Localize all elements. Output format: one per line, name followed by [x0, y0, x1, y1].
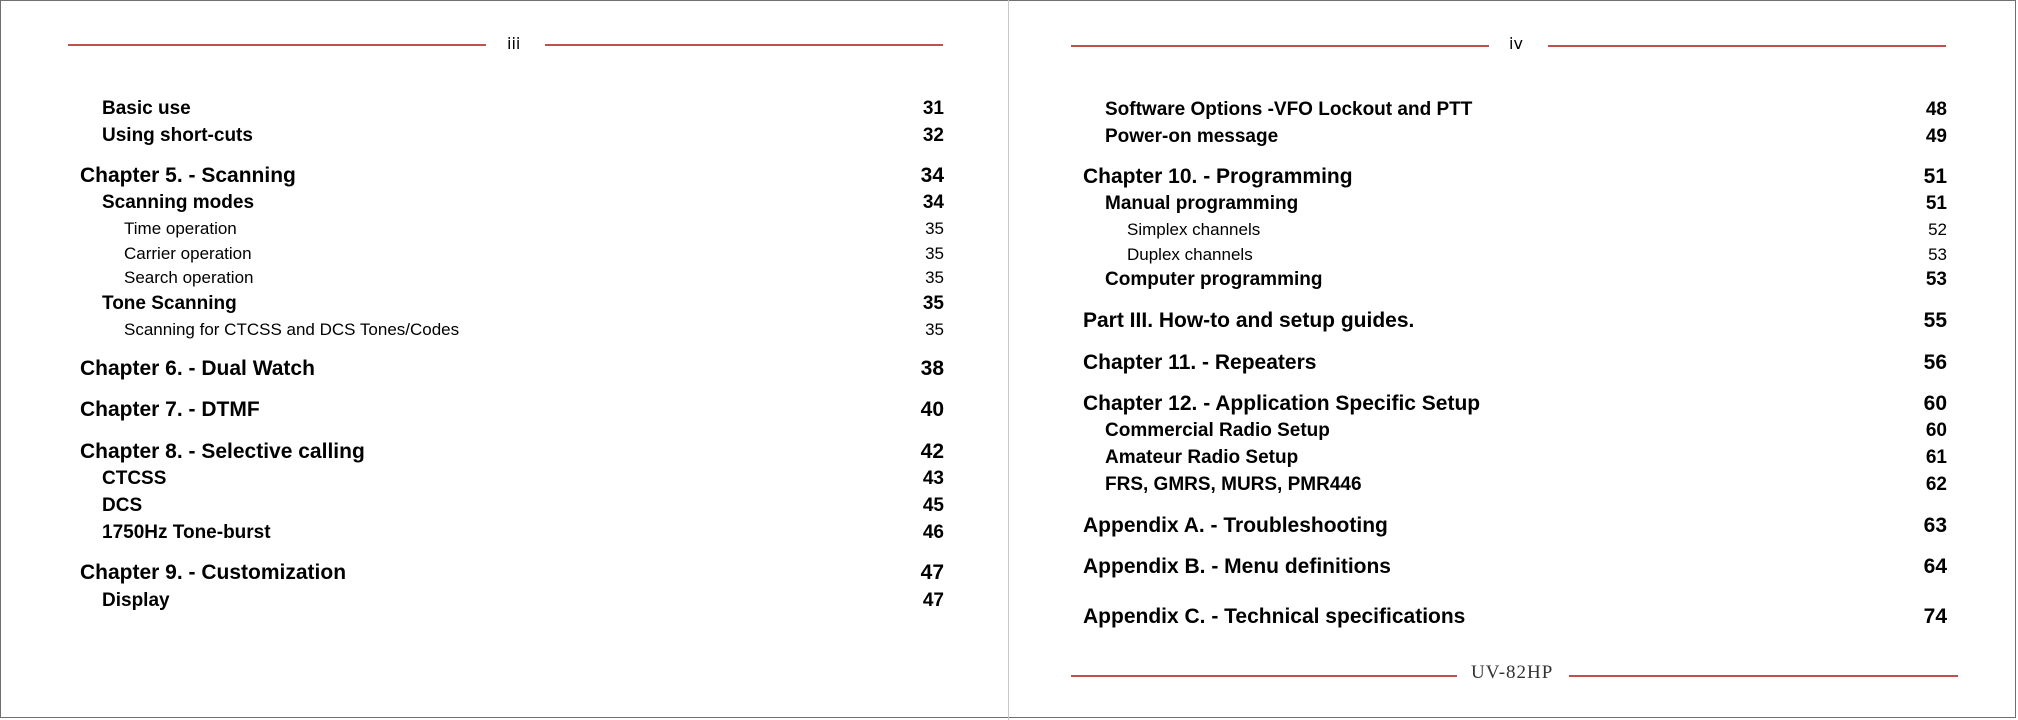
toc-entry[interactable]: Scanning modes 34	[102, 192, 944, 213]
toc-appendix[interactable]: Appendix C. - Technical specifications 74	[1083, 605, 1947, 628]
toc-entry[interactable]: CTCSS 43	[102, 468, 944, 489]
page-number: iv	[1509, 34, 1523, 53]
toc-appendix[interactable]: Appendix A. - Troubleshooting 63	[1083, 514, 1947, 537]
header-rule-left	[68, 44, 486, 46]
toc-entry[interactable]: Tone Scanning 35	[102, 293, 944, 314]
toc-chapter[interactable]: Chapter 9. - Customization 47	[80, 561, 944, 584]
toc-chapter[interactable]: Chapter 11. - Repeaters 56	[1083, 351, 1947, 374]
toc-subentry[interactable]: Simplex channels 52	[1127, 220, 1947, 239]
toc-entry[interactable]: Using short-cuts 32	[102, 125, 944, 146]
toc-entry[interactable]: Power-on message 49	[1105, 126, 1947, 147]
toc-entry[interactable]: Software Options -VFO Lockout and PTT 48	[1105, 99, 1947, 120]
toc-part[interactable]: Part III. How-to and setup guides. 55	[1083, 309, 1947, 332]
footer-rule-right	[1569, 675, 1958, 677]
toc-chapter[interactable]: Chapter 8. - Selective calling 42	[80, 440, 944, 463]
toc-page-right	[1071, 0, 1947, 720]
header-rule-right	[545, 44, 943, 46]
toc-entry[interactable]: Computer programming 53	[1105, 269, 1947, 290]
footer-model-name: UV-82HP	[1471, 662, 1554, 683]
toc-page-left	[68, 0, 944, 720]
toc-subentry[interactable]: Duplex channels 53	[1127, 245, 1947, 264]
toc-chapter[interactable]: Chapter 10. - Programming 51	[1083, 165, 1947, 188]
toc-entry[interactable]: FRS, GMRS, MURS, PMR446 62	[1105, 474, 1947, 495]
toc-subentry[interactable]: Time operation 35	[124, 219, 944, 238]
toc-chapter[interactable]: Chapter 7. - DTMF 40	[80, 398, 944, 421]
toc-chapter[interactable]: Chapter 12. - Application Specific Setup 60	[1083, 392, 1947, 415]
toc-subentry[interactable]: Scanning for CTCSS and DCS Tones/Codes 35	[124, 320, 944, 339]
page-spine	[1008, 0, 1009, 720]
toc-entry[interactable]: Amateur Radio Setup 61	[1105, 447, 1947, 468]
footer-rule-left	[1071, 675, 1457, 677]
header-rule-right	[1548, 45, 1946, 47]
toc-appendix[interactable]: Appendix B. - Menu definitions 64	[1083, 555, 1947, 578]
toc-entry[interactable]: Display 47	[102, 590, 944, 611]
toc-entry[interactable]: Basic use 31	[102, 98, 944, 119]
page-number: iii	[507, 34, 521, 53]
toc-entry[interactable]: Manual programming 51	[1105, 193, 1947, 214]
toc-subentry[interactable]: Carrier operation 35	[124, 244, 944, 263]
toc-entry[interactable]: DCS 45	[102, 495, 944, 516]
toc-chapter[interactable]: Chapter 6. - Dual Watch 38	[80, 357, 944, 380]
toc-entry[interactable]: Commercial Radio Setup 60	[1105, 420, 1947, 441]
header-rule-left	[1071, 45, 1489, 47]
toc-chapter[interactable]: Chapter 5. - Scanning 34	[80, 164, 944, 187]
toc-subentry[interactable]: Search operation 35	[124, 268, 944, 287]
toc-entry[interactable]: 1750Hz Tone-burst 46	[102, 522, 944, 543]
